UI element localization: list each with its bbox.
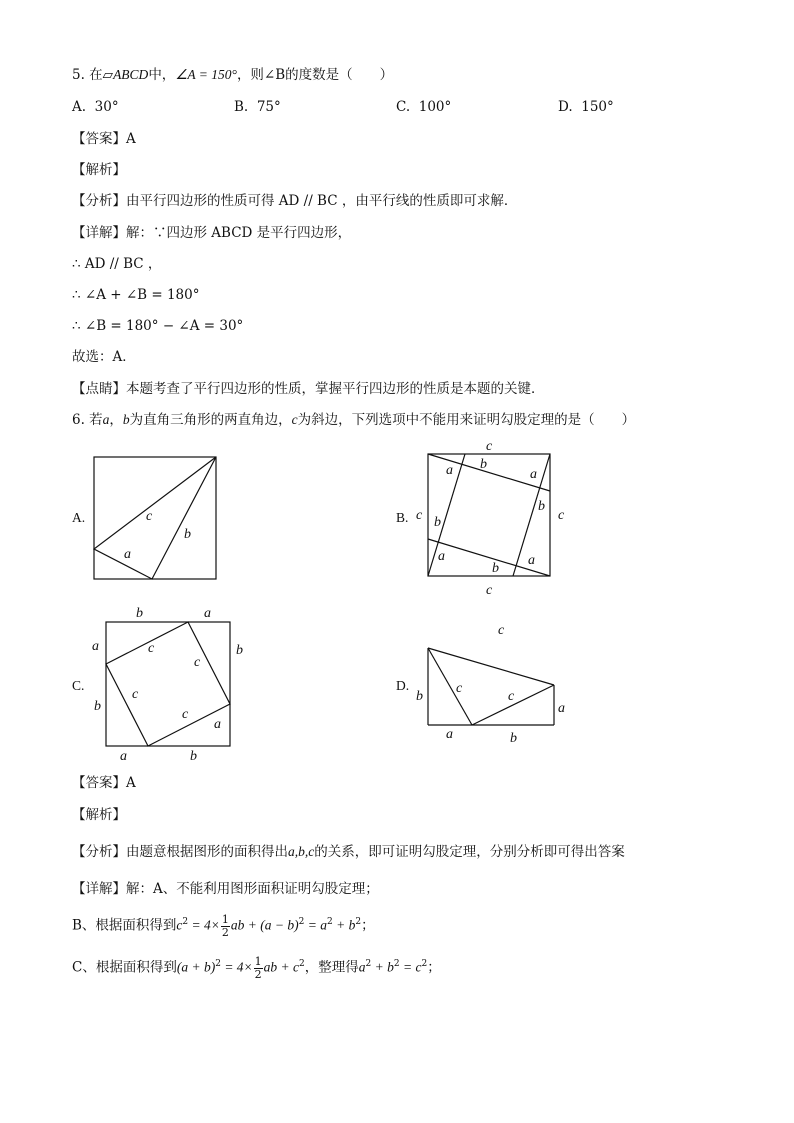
figure-d-top-c: c — [498, 623, 505, 638]
figure-b-top-c: c — [486, 439, 493, 454]
q5-detail-1: 【详解】解：∵四边形 ABCD 是平行四边形， — [72, 225, 352, 241]
figure-c — [86, 602, 252, 768]
svg-text:b: b — [190, 749, 197, 764]
svg-text:a: a — [558, 701, 565, 716]
svg-text:a: a — [214, 717, 221, 732]
q5-detail-3: ∴ ∠A + ∠B = 180° — [72, 287, 200, 303]
q5-fenxi: 【分析】由平行四边形的性质可得 AD // BC ，由平行线的性质即可求解． — [72, 193, 518, 209]
q5-option-d: D. 150° — [558, 99, 614, 115]
svg-text:a: a — [204, 606, 211, 621]
fraction-half: $\frac{1}{2}$ — [221, 912, 229, 939]
q6-stem: 6. 若a，b为直角三角形的两直角边，c为斜边，下列选项中不能用来证明勾股定理的是（ ） — [72, 412, 636, 428]
svg-text:a: a — [530, 467, 537, 482]
q5-detail-5: 故选：A． — [72, 349, 136, 365]
figure-b-bottom-c: c — [486, 583, 493, 598]
q5-option-c: C. 100° — [396, 99, 452, 115]
q5-detail-2: ∴ AD // BC ， — [72, 256, 162, 272]
figure-a-label-b: b — [184, 527, 191, 542]
svg-text:a: a — [438, 549, 445, 564]
svg-text:a: a — [446, 463, 453, 478]
q5-stem: 5. 在▱ABCD中，∠A = 150°，则∠B的度数是（ ） — [72, 67, 394, 83]
svg-text:b: b — [480, 457, 487, 472]
figure-c-label: C. — [72, 678, 85, 693]
svg-text:b: b — [434, 515, 441, 530]
figure-a-label-a: a — [124, 547, 131, 562]
svg-text:c: c — [194, 655, 201, 670]
q6-analysis-tag: 【解析】 — [72, 807, 126, 823]
svg-text:b: b — [94, 699, 101, 714]
svg-text:b: b — [492, 561, 499, 576]
svg-text:a: a — [528, 553, 535, 568]
svg-text:c: c — [148, 641, 155, 656]
figure-b-label: B. — [396, 510, 409, 525]
svg-text:b: b — [236, 643, 243, 658]
figure-d-label: D. — [396, 678, 410, 693]
figure-a-square — [94, 457, 216, 579]
q5-comment: 【点睛】本题考查了平行四边形的性质，掌握平行四边形的性质是本题的关键． — [72, 381, 545, 397]
q6-detail-b: B、根据面积得到$c^2 = 4\times$ $\frac{1}{2}$ ab + $(a - b)^2 = a^2 + b^2$； — [72, 912, 375, 939]
figure-a — [86, 450, 226, 588]
q6-detail-c: C、根据面积得到$(a + b)^2 = 4\times$ $\frac{1}{2}$ ab + $c^2$，整理得$a^2 + b^2 = c^2$； — [72, 954, 441, 981]
q5-detail-4: ∴ ∠B = 180° − ∠A = 30° — [72, 318, 244, 334]
svg-text:a: a — [446, 727, 453, 742]
figure-c-outer-square — [106, 622, 230, 746]
figure-a-label: A. — [72, 510, 86, 525]
svg-text:c: c — [456, 681, 463, 696]
svg-text:a: a — [92, 639, 99, 654]
svg-text:a: a — [120, 749, 127, 764]
figure-b — [410, 436, 580, 600]
figure-a-label-c: c — [146, 509, 153, 524]
q6-answer: 【答案】A — [72, 775, 136, 791]
svg-text:c: c — [508, 689, 515, 704]
q5-answer: 【答案】A — [72, 131, 136, 147]
q5-option-a: A. 30° — [72, 99, 119, 115]
q5-analysis-tag: 【解析】 — [72, 162, 126, 178]
svg-text:b: b — [136, 606, 143, 621]
figure-d — [410, 618, 580, 748]
q6-fenxi: 【分析】由题意根据图形的面积得出a,b,c的关系，即可证明勾股定理，分别分析即可得出答案 — [72, 844, 625, 860]
svg-text:b: b — [416, 689, 423, 704]
svg-text:c: c — [132, 687, 139, 702]
q6-detail-a: 【详解】解：A、不能利用图形面积证明勾股定理； — [72, 881, 379, 897]
svg-text:b: b — [510, 731, 517, 746]
svg-text:b: b — [538, 499, 545, 514]
figure-b-right-c: c — [558, 508, 565, 523]
figure-a-triangle — [94, 457, 216, 579]
svg-text:c: c — [182, 707, 189, 722]
figure-c-inner-square — [106, 622, 230, 746]
q5-option-b: B. 75° — [234, 99, 281, 115]
fraction-half: $\frac{1}{2}$ — [254, 954, 262, 981]
figure-b-left-c: c — [416, 508, 423, 523]
